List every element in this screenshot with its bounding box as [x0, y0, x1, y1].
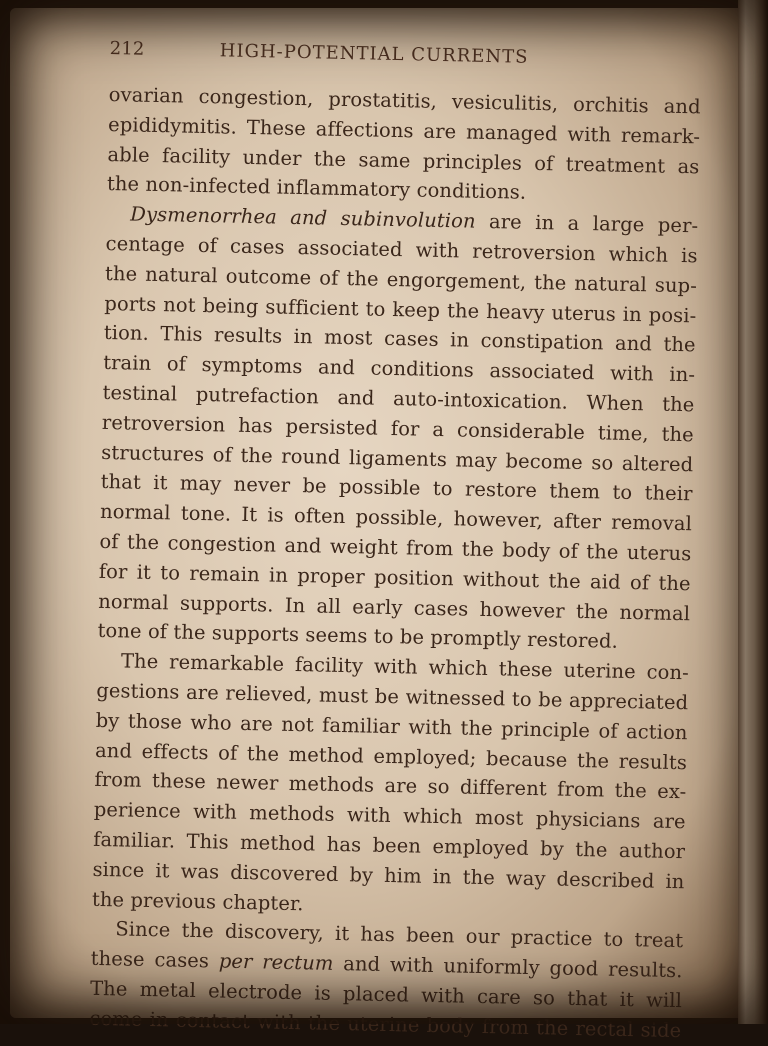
text-line: the non-infected inflammatory conditions.: [106, 172, 527, 205]
text-block: [89, 38, 702, 1046]
text-line: The remarkable facility with which these uterine con-: [120, 649, 690, 685]
text-line: tone of the supports seems to be promptly restored.: [97, 619, 619, 654]
text-line: come in contact with the uterine body from the rectal side: [89, 1006, 682, 1042]
text-line: ports not being sufficient to keep the heavy uterus in posi-: [104, 291, 697, 327]
text-line: and effects of the method employed; because the results: [94, 738, 688, 774]
text-line: Dysmenorrhea and subinvolution are in a large per-: [130, 202, 699, 238]
text-line: normal supports. In all early cases however the normal: [97, 589, 691, 625]
text-line: normal tone. It is often possible, however, after removal: [99, 500, 693, 536]
text-line: able facility under the same principles of treatment as: [107, 142, 700, 178]
text-line: familiar. This method has been employed by the author: [92, 827, 686, 864]
text-line: of the congestion and weight from the body of the uterus: [99, 529, 692, 566]
text-line: The metal electrode is placed with care so that it will: [89, 976, 683, 1013]
text-line: that it may never be possible to restore them to their: [100, 470, 693, 506]
text-line: tion. This results in most cases in constipation and the: [103, 321, 696, 357]
text-line: from these newer methods are so different from the ex-: [94, 768, 687, 804]
italic-term: Dysmenorrhea and subinvolution: [130, 202, 476, 233]
text-line: perience with methods with which most physicians are: [93, 797, 686, 834]
text-line: Since the discovery, it has been our practice to treat: [115, 917, 684, 953]
book-page: [10, 8, 746, 1042]
text-line: gestions are relieved, must be witnessed to be appreciated: [96, 678, 689, 715]
text-line: centage of cases associated with retroversion which is: [105, 231, 698, 268]
italic-term: per rectum: [218, 949, 334, 975]
page-edge: [738, 0, 768, 1024]
running-head: [109, 38, 702, 88]
text-line: structures of the round ligaments may become so altered: [101, 440, 694, 476]
text-line: by those who are not familiar with the principle of action: [95, 708, 688, 744]
text-line: retroversion has persisted for a considerable time, the: [101, 410, 695, 447]
text-line: the natural outcome of the engorgement, the natural sup-: [104, 261, 698, 298]
text-line: since it was discovered by him in the way described in: [92, 857, 685, 893]
text-line: the previous chapter.: [91, 887, 304, 915]
text-line: for it to remain in proper position without the aid of the: [98, 559, 691, 596]
page-number: 212: [109, 38, 145, 60]
text-line: testinal putrefaction and auto-intoxication. When the: [102, 380, 695, 417]
text-line: these cases per rectum and with uniformly good results.: [90, 946, 683, 983]
text-line: train of symptoms and conditions associated with in-: [102, 351, 696, 387]
page-header-title: HIGH-POTENTIAL CURRENTS: [219, 40, 529, 68]
text-line: ovarian congestion, prostatitis, vesiculitis, orchitis and: [108, 82, 701, 119]
text-line: epididymitis. These affections are managed with remark-: [107, 112, 701, 149]
